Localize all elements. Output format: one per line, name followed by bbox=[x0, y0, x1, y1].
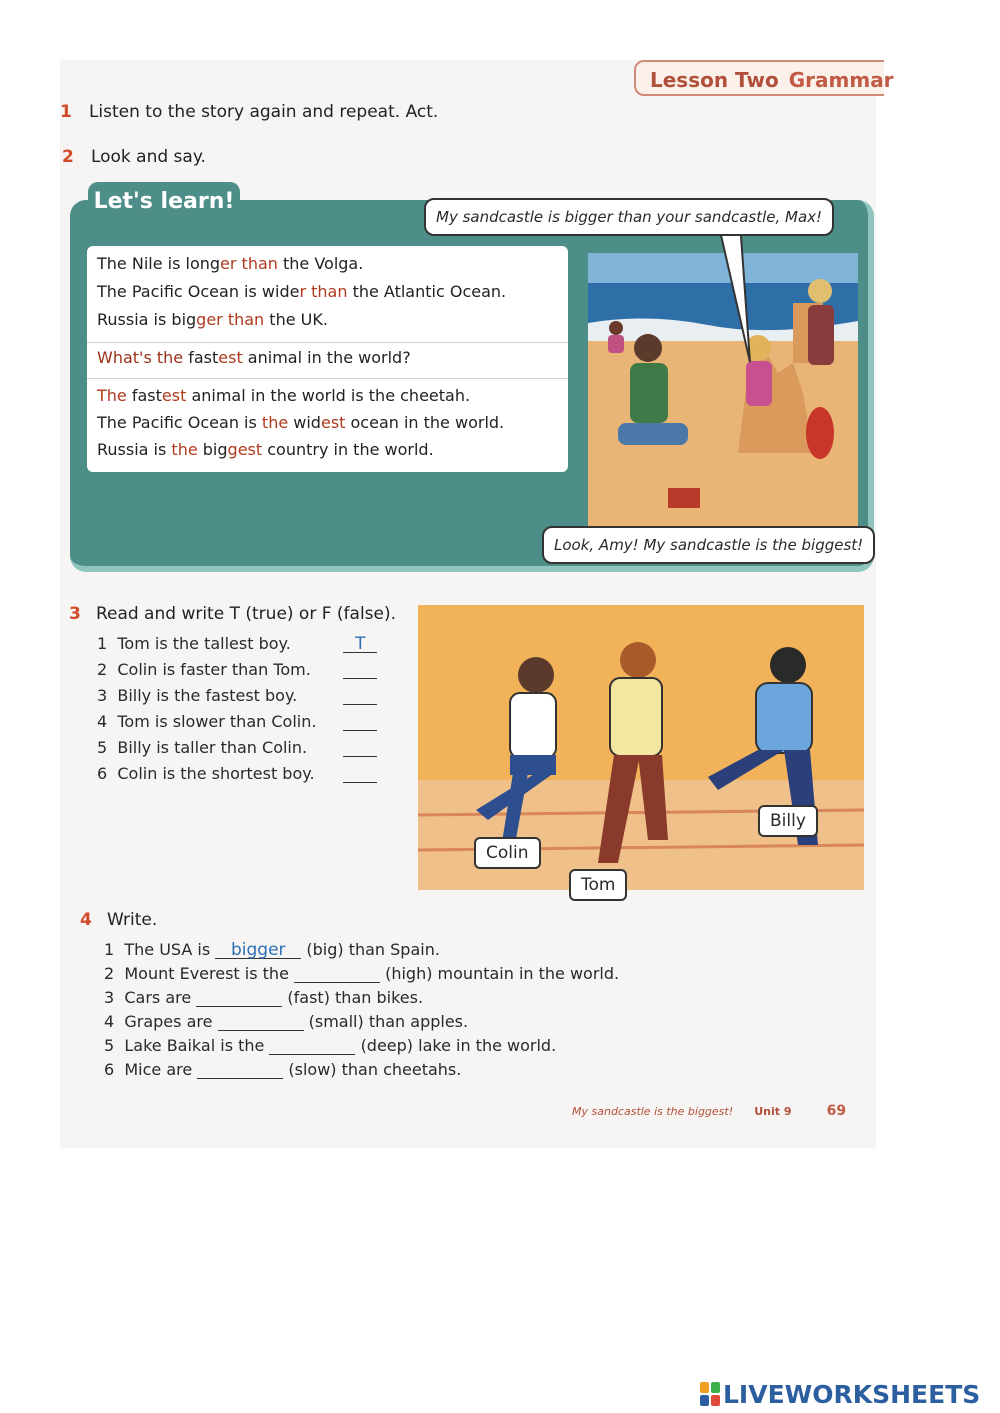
speech-pointer bbox=[710, 220, 770, 370]
divider bbox=[87, 378, 568, 379]
page-footer bbox=[572, 1100, 846, 1119]
write-item: 6 Mice are (slow) than cheetahs. bbox=[104, 1060, 462, 1079]
small-girl bbox=[609, 321, 623, 335]
liveworksheets-brand bbox=[700, 1380, 980, 1408]
write-item: 1 The USA is bigger (big) than Spain. bbox=[104, 940, 440, 960]
page-number: 69 bbox=[826, 1103, 847, 1119]
label-tom: Tom bbox=[569, 869, 627, 901]
exercise-3 bbox=[69, 604, 396, 624]
book bbox=[668, 488, 700, 508]
exercise-4 bbox=[80, 910, 157, 930]
running-boys-illustration bbox=[418, 605, 864, 895]
exercise-2 bbox=[62, 147, 206, 167]
label-colin: Colin bbox=[474, 837, 541, 869]
tf-item: 4 Tom is slower than Colin. bbox=[97, 712, 417, 738]
answer-field[interactable] bbox=[343, 738, 377, 757]
tf-item: 5 Billy is taller than Colin. bbox=[97, 738, 417, 764]
footer-unit: Unit 9 bbox=[754, 1105, 792, 1118]
write-item: 2 Mount Everest is the (high) mountain in the world. bbox=[104, 964, 620, 983]
comparative-example: The Pacific Ocean is wider than the Atlantic Ocean. bbox=[97, 282, 507, 301]
tf-item: 6 Colin is the shortest boy. bbox=[97, 764, 417, 790]
answer-field[interactable] bbox=[343, 764, 377, 783]
exercise-number: 2 bbox=[62, 147, 74, 167]
write-item: 5 Lake Baikal is the (deep) lake in the world. bbox=[104, 1036, 557, 1055]
section-label: Grammar bbox=[788, 68, 894, 92]
true-false-list bbox=[97, 634, 417, 790]
answer-field[interactable] bbox=[294, 964, 380, 983]
divider bbox=[87, 342, 568, 343]
question-example: What's the fastest animal in the world? bbox=[97, 348, 411, 367]
speech-bubble-bottom: Look, Amy! My sandcastle is the biggest! bbox=[542, 526, 875, 564]
brand-name: LIVEWORKSHEETS bbox=[723, 1379, 981, 1409]
comparative-example: Russia is bigger than the UK. bbox=[97, 310, 328, 329]
comparative-example: The Nile is longer than the Volga. bbox=[97, 254, 364, 273]
answer-field[interactable]: bigger bbox=[215, 940, 301, 959]
answer-field[interactable] bbox=[197, 1060, 283, 1079]
exercise-number: 1 bbox=[60, 102, 72, 122]
answer-field[interactable]: T bbox=[343, 634, 377, 653]
superlative-example: The Pacific Ocean is the widest ocean in the world. bbox=[97, 413, 505, 432]
answer-field[interactable] bbox=[343, 712, 377, 731]
tf-item: 1 Tom is the tallest boy. T bbox=[97, 634, 417, 660]
exercise-instruction: Listen to the story again and repeat. Act. bbox=[88, 102, 439, 122]
textbook-page bbox=[60, 60, 894, 1148]
exercise-number: 4 bbox=[80, 910, 92, 930]
answer-field[interactable] bbox=[269, 1036, 355, 1055]
write-item: 4 Grapes are (small) than apples. bbox=[104, 1012, 469, 1031]
lets-learn-title: Let's learn! bbox=[88, 182, 240, 222]
write-item: 3 Cars are (fast) than bikes. bbox=[104, 988, 424, 1007]
answer-field[interactable] bbox=[343, 660, 377, 679]
answer-field[interactable] bbox=[196, 988, 282, 1007]
exercise-instruction: Write. bbox=[106, 910, 158, 930]
label-billy: Billy bbox=[758, 805, 818, 837]
skateboard bbox=[806, 407, 834, 459]
speech-bubble-top: My sandcastle is bigger than your sandcastle, Max! bbox=[424, 198, 834, 236]
grammar-box bbox=[87, 246, 568, 472]
liveworksheets-logo-icon bbox=[700, 1382, 720, 1406]
tf-item: 2 Colin is faster than Tom. bbox=[97, 660, 417, 686]
exercise-instruction: Read and write T (true) or F (false). bbox=[95, 604, 397, 624]
exercise-1 bbox=[60, 102, 438, 122]
superlative-example: Russia is the biggest country in the world. bbox=[97, 440, 434, 459]
boy-standing bbox=[808, 279, 832, 303]
answer-field[interactable] bbox=[343, 686, 377, 705]
lesson-tab bbox=[634, 60, 894, 96]
exercise-instruction: Look and say. bbox=[90, 147, 206, 167]
exercise-number: 3 bbox=[69, 604, 81, 624]
footer-title: My sandcastle is the biggest! bbox=[572, 1105, 734, 1118]
answer-field[interactable] bbox=[218, 1012, 304, 1031]
boy-max bbox=[634, 334, 662, 362]
write-list bbox=[104, 940, 664, 1084]
lesson-label: Lesson Two bbox=[650, 68, 779, 92]
tf-item: 3 Billy is the fastest boy. bbox=[97, 686, 417, 712]
superlative-example: The fastest animal in the world is the cheetah. bbox=[97, 386, 471, 405]
